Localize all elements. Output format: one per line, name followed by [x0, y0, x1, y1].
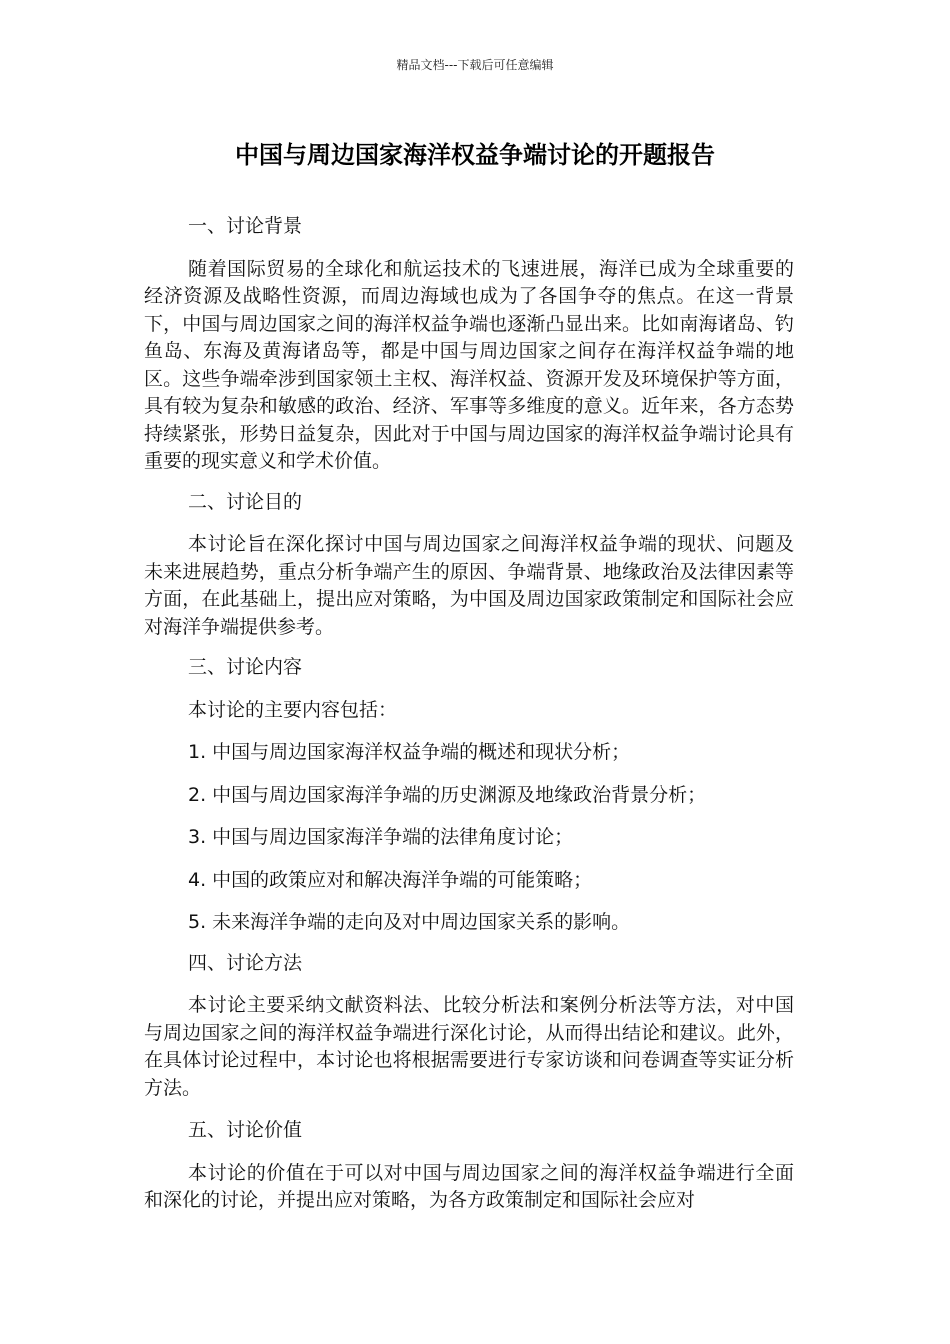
- document-title: 中国与周边国家海洋权益争端讨论的开题报告: [235, 141, 715, 169]
- section-paragraph-value: 本讨论的价值在于可以对中国与周边国家之间的海洋权益争端进行全面和深化的讨论，并提出应对策略，为各方政策制定和国际社会应对: [144, 1161, 794, 1211]
- section-heading-purpose: 二、讨论目的: [188, 490, 303, 513]
- section-paragraph-method: 本讨论主要采纳文献资料法、比较分析法和案例分析法等方法，对中国与周边国家之间的海洋权益争端进行深化讨论，从而得出结论和建议。此外，在具体讨论过程中，本讨论也将根据需要进行专家访谈和问卷调查等实证分析方法。: [144, 994, 794, 1099]
- list-item: 5. 未来海洋争端的走向及对中周边国家关系的影响。: [188, 911, 631, 933]
- section-paragraph-purpose: 本讨论旨在深化探讨中国与周边国家之间海洋权益争端的现状、问题及未来进展趋势，重点分析争端产生的原因、争端背景、地缘政治及法律因素等方面，在此基础上，提出应对策略，为中国及周边国家政策制定和国际社会应对海洋争端提供参考。: [144, 533, 794, 638]
- page-header-watermark: 精品文档---下载后可任意编辑: [396, 58, 554, 72]
- list-item: 1. 中国与周边国家海洋权益争端的概述和现状分析；: [188, 741, 631, 763]
- section-heading-content: 三、讨论内容: [188, 656, 303, 678]
- section-heading-method: 四、讨论方法: [188, 951, 303, 974]
- list-item: 3. 中国与周边国家海洋争端的法律角度讨论；: [188, 826, 574, 848]
- list-item: 2. 中国与周边国家海洋争端的历史渊源及地缘政治背景分析；: [188, 783, 707, 806]
- section-heading-value: 五、讨论价值: [188, 1119, 303, 1141]
- document-body: [144, 213, 794, 1215]
- section-paragraph-background: 随着国际贸易的全球化和航运技术的飞速进展，海洋已成为全球重要的经济资源及战略性资源，而周边海域也成为了各国争夺的焦点。在这一背景下，中国与周边国家之间的海洋权益争端也逐渐凸显出来。比如南海诸岛、钓鱼岛、东海及黄海诸岛等，都是中国与周边国家之间存在海洋权益争端的地区。这些争端牵涉到国家领土主权、海洋权益、资源开发及环境保护等方面，具有较为复杂和敏感的政治、经济、军事等多维度的意义。近年来，各方态势持续紧张，形势日益复杂，因此对于中国与周边国家的海洋权益争端讨论具有重要的现实意义和学术价值。: [144, 257, 794, 472]
- section-intro-content: 本讨论的主要内容包括：: [188, 698, 398, 721]
- list-item: 4. 中国的政策应对和解决海洋争端的可能策略；: [188, 868, 593, 891]
- section-heading-background: 一、讨论背景: [188, 215, 303, 237]
